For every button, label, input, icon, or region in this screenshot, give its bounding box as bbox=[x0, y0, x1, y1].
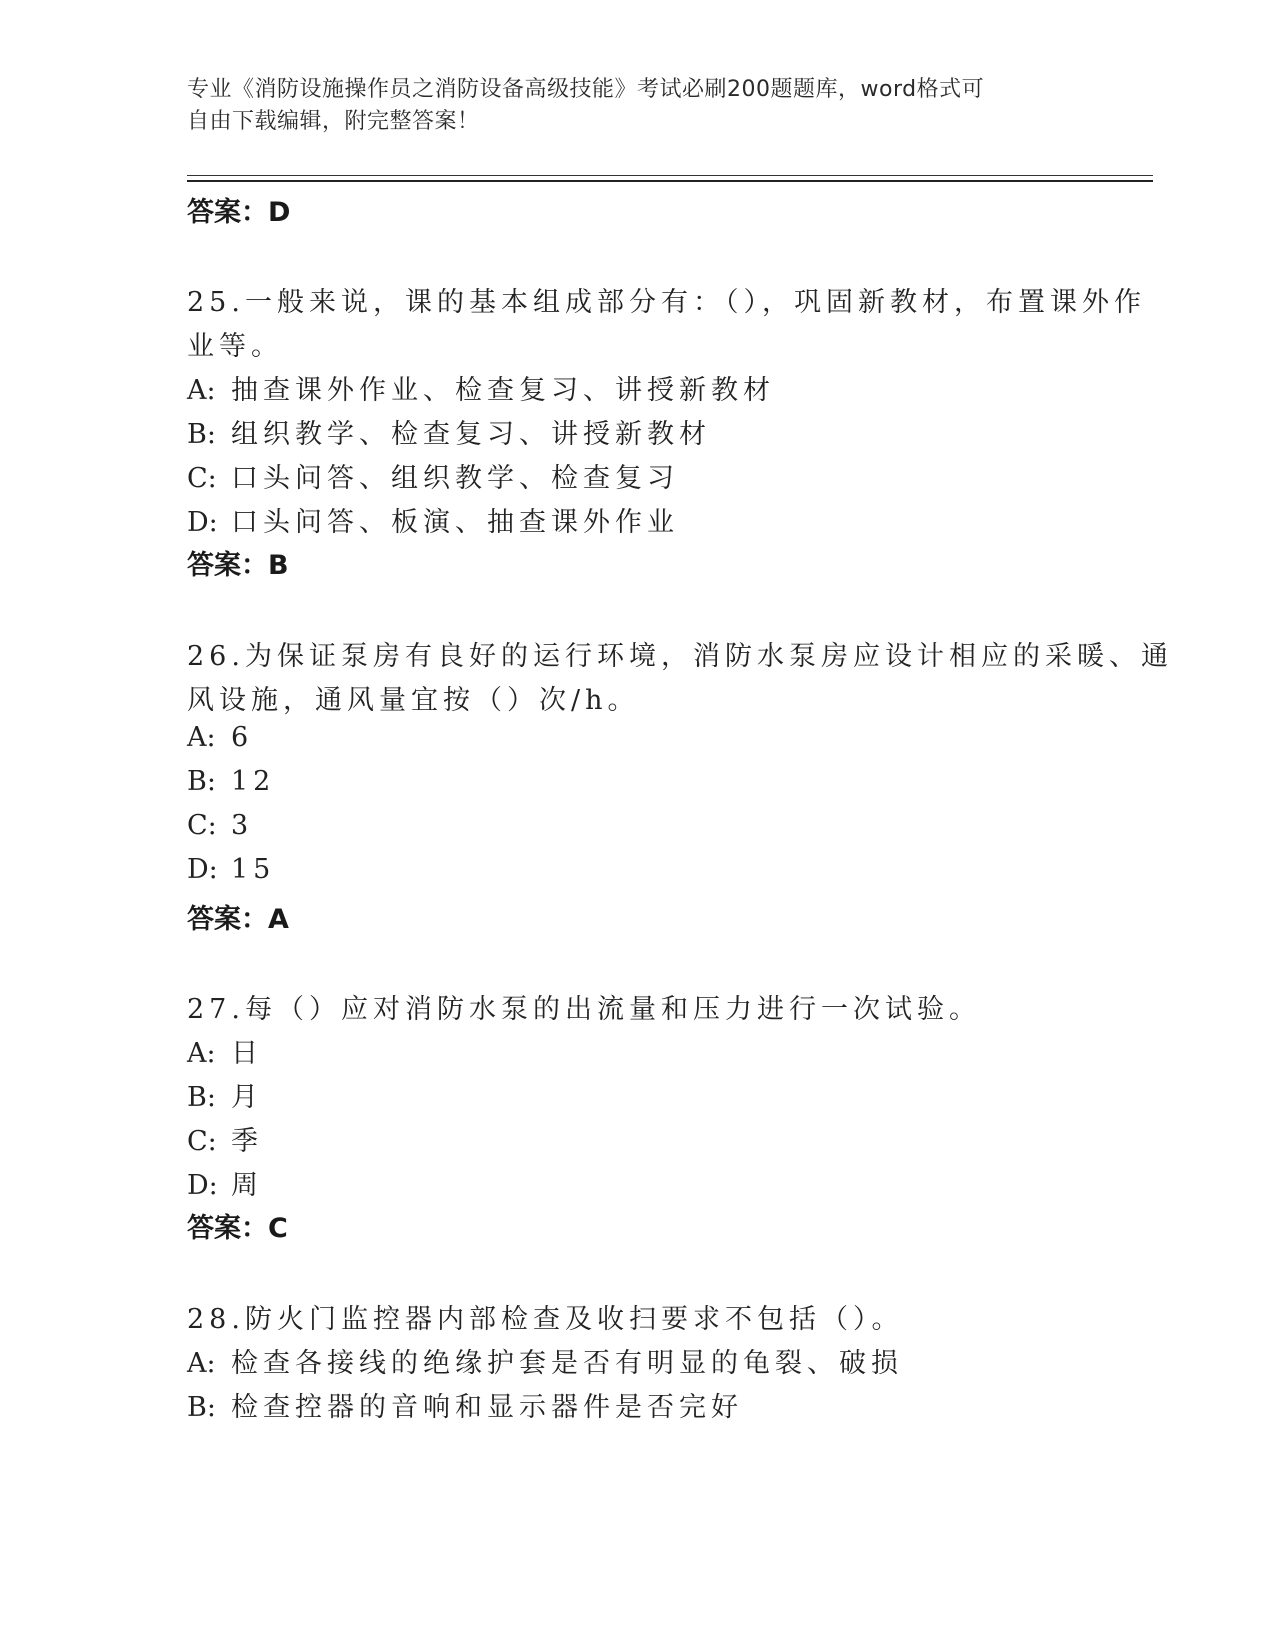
question-26-option-d bbox=[187, 854, 275, 885]
option-text: 口头问答、板演、抽查课外作业 bbox=[231, 507, 679, 538]
option-key: A: bbox=[187, 375, 216, 406]
question-27-option-c bbox=[187, 1119, 263, 1158]
option-text: 抽查课外作业、检查复习、讲授新教材 bbox=[231, 375, 775, 406]
option-text: 检查控器的音响和显示器件是否完好 bbox=[231, 1392, 743, 1423]
option-key: C: bbox=[187, 810, 217, 841]
option-key: A: bbox=[187, 1038, 216, 1069]
question-26-stem-line-2: 风设施，通风量宜按（）次/h。 bbox=[187, 685, 640, 716]
option-key: A: bbox=[187, 722, 216, 753]
previous-answer: 答案：D bbox=[187, 197, 291, 228]
option-key: B: bbox=[187, 1392, 216, 1423]
option-text: 12 bbox=[231, 766, 276, 797]
question-27-option-b bbox=[187, 1075, 263, 1114]
question-26-option-b bbox=[187, 766, 275, 797]
option-text: 15 bbox=[231, 854, 276, 885]
question-25-answer: 答案：B bbox=[187, 550, 289, 581]
question-28-option-a bbox=[187, 1341, 903, 1380]
question-27-stem-line-1: 27.每（）应对消防水泵的出流量和压力进行一次试验。 bbox=[187, 994, 981, 1025]
option-text: 3 bbox=[231, 810, 254, 841]
question-25-option-b bbox=[187, 412, 711, 451]
option-text: 月 bbox=[231, 1082, 263, 1113]
option-text: 组织教学、检查复习、讲授新教材 bbox=[231, 419, 711, 450]
header-divider-thin bbox=[187, 175, 1153, 176]
question-28-option-b bbox=[187, 1385, 743, 1424]
option-text: 季 bbox=[231, 1126, 263, 1157]
option-text: 日 bbox=[231, 1038, 263, 1069]
option-key: D: bbox=[187, 854, 218, 885]
option-text: 6 bbox=[231, 722, 254, 753]
header-divider-thick bbox=[187, 180, 1153, 182]
question-25-stem-line-1: 25.一般来说，课的基本组成部分有：（），巩固新教材，布置课外作 bbox=[187, 287, 1146, 318]
question-26-option-a bbox=[187, 722, 253, 753]
option-text: 周 bbox=[231, 1170, 263, 1201]
option-key: D: bbox=[187, 507, 218, 538]
question-25-stem-line-2: 业等。 bbox=[187, 331, 283, 362]
question-27-answer: 答案：C bbox=[187, 1213, 288, 1244]
option-key: B: bbox=[187, 1082, 216, 1113]
option-key: B: bbox=[187, 766, 216, 797]
question-25-option-a bbox=[187, 368, 775, 407]
option-key: C: bbox=[187, 463, 217, 494]
option-key: A: bbox=[187, 1348, 216, 1379]
header-line-2: 自由下载编辑，附完整答案！ bbox=[187, 109, 480, 134]
question-26-answer: 答案：A bbox=[187, 904, 289, 935]
question-27-option-a bbox=[187, 1031, 263, 1070]
header-line-1: 专业《消防设施操作员之消防设备高级技能》考试必刷200题题库，word格式可 bbox=[187, 77, 985, 102]
question-25-option-c bbox=[187, 456, 679, 495]
question-26-stem-line-1: 26.为保证泵房有良好的运行环境，消防水泵房应设计相应的采暖、通 bbox=[187, 641, 1173, 672]
question-25-option-d bbox=[187, 500, 679, 539]
option-key: C: bbox=[187, 1126, 217, 1157]
option-text: 口头问答、组织教学、检查复习 bbox=[231, 463, 679, 494]
document-header bbox=[187, 74, 1087, 138]
question-27-option-d bbox=[187, 1163, 263, 1202]
question-28-stem-line-1: 28.防火门监控器内部检查及收扫要求不包括（）。 bbox=[187, 1304, 904, 1335]
question-26-option-c bbox=[187, 810, 253, 841]
option-text: 检查各接线的绝缘护套是否有明显的龟裂、破损 bbox=[231, 1348, 903, 1379]
option-key: D: bbox=[187, 1170, 218, 1201]
option-key: B: bbox=[187, 419, 216, 450]
